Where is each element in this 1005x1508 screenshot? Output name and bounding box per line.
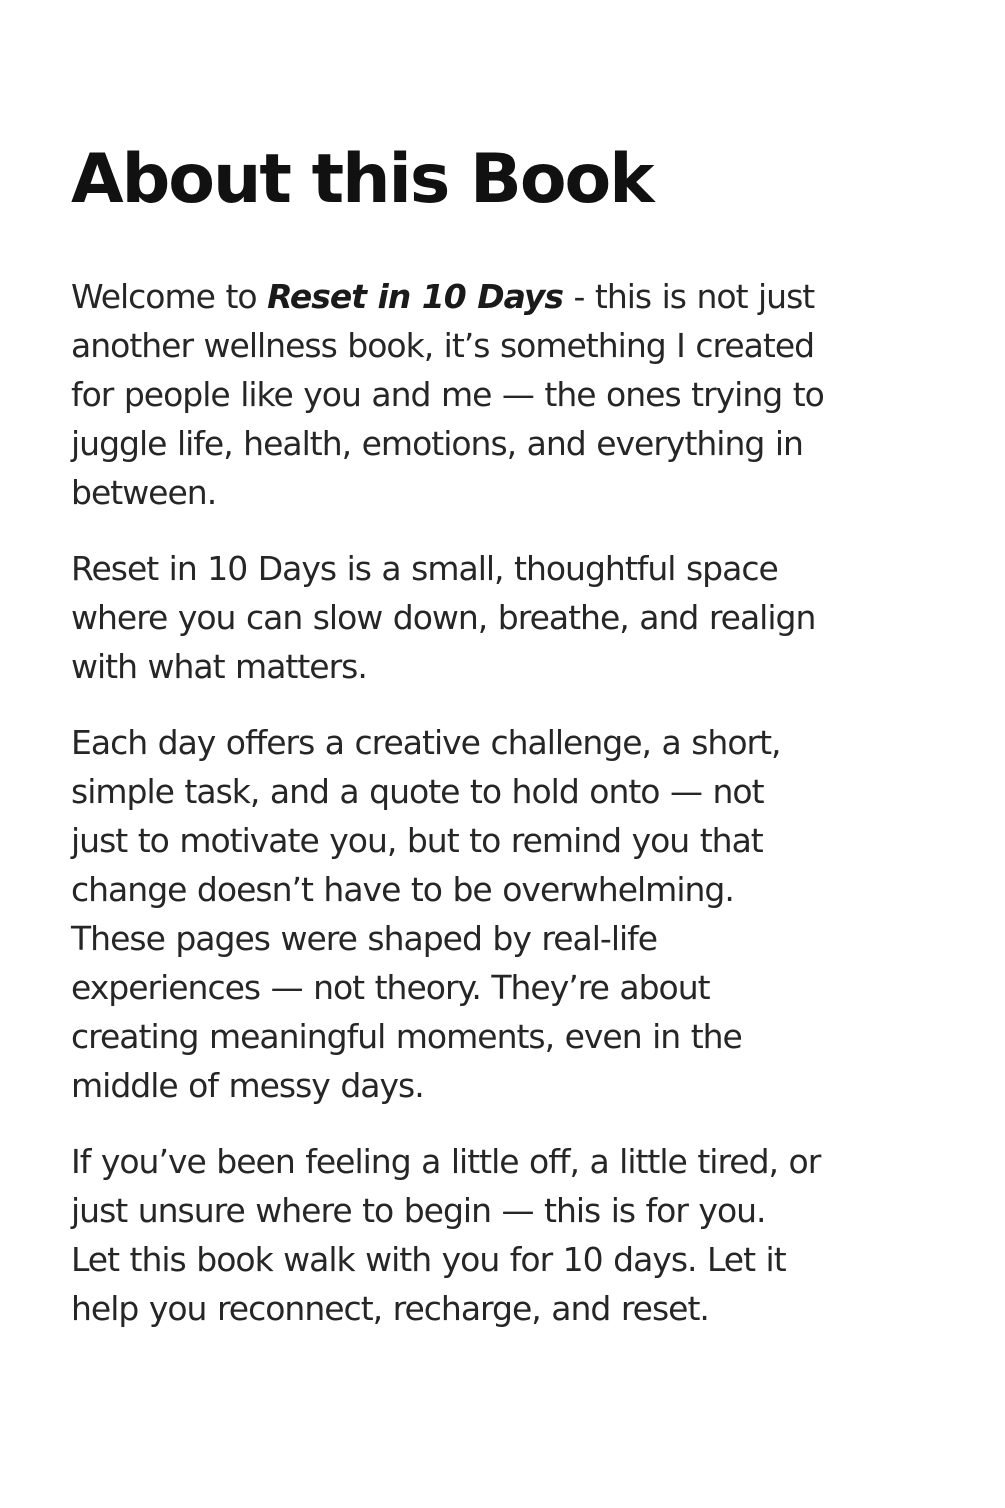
text-line: just unsure where to begin — this is for you.	[71, 1191, 766, 1230]
intro-paragraph	[71, 272, 951, 517]
text-line: Reset in 10 Days is a small, thoughtful space	[71, 549, 778, 588]
intro-suffix: - this is not just	[563, 277, 815, 316]
daily-structure-paragraph	[71, 718, 951, 1110]
description-paragraph	[71, 544, 951, 691]
text-line: creating meaningful moments, even in the	[71, 1017, 742, 1056]
text-line: If you’ve been feeling a little off, a little tired, or	[71, 1142, 821, 1181]
text-line	[71, 272, 951, 321]
text-line: just to motivate you, but to remind you that	[71, 821, 763, 860]
text-line: for people like you and me — the ones trying to	[71, 375, 824, 414]
text-line: Let this book walk with you for 10 days. Let it	[71, 1240, 786, 1279]
text-line: experiences — not theory. They’re about	[71, 968, 710, 1007]
text-line: These pages were shaped by real-life	[71, 919, 658, 958]
text-line: juggle life, health, emotions, and everything in	[71, 424, 803, 463]
book-title-emphasis: Reset in 10 Days	[267, 277, 564, 316]
book-page	[71, 140, 951, 1360]
text-line: help you reconnect, recharge, and reset.	[71, 1289, 709, 1328]
text-line: between.	[71, 473, 217, 512]
text-line: where you can slow down, breathe, and realign	[71, 598, 816, 637]
intro-prefix: Welcome to	[71, 277, 268, 316]
text-line: another wellness book, it’s something I created	[71, 326, 815, 365]
text-line: with what matters.	[71, 647, 367, 686]
page-title: About this Book	[71, 140, 653, 219]
text-line: Each day offers a creative challenge, a short,	[71, 723, 781, 762]
text-line: simple task, and a quote to hold onto — not	[71, 772, 764, 811]
text-line: middle of messy days.	[71, 1066, 424, 1105]
closing-paragraph	[71, 1137, 951, 1333]
text-line: change doesn’t have to be overwhelming.	[71, 870, 734, 909]
